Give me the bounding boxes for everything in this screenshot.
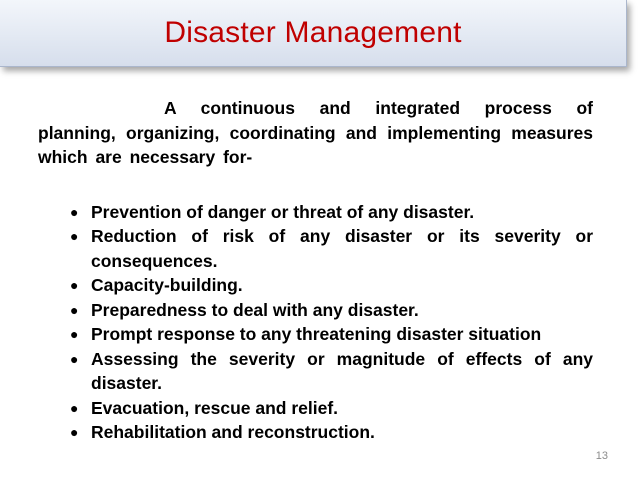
bullet-item xyxy=(70,420,593,445)
bullet-list xyxy=(38,200,593,445)
bullet-text: Prompt response to any threatening disaster situation xyxy=(91,324,542,344)
bullet-dot-icon: ● xyxy=(70,399,79,416)
bullet-item xyxy=(70,224,593,273)
bullet-dot-icon: ● xyxy=(70,350,79,367)
bullet-text: Prevention of danger or threat of any disaster. xyxy=(91,201,475,222)
page-number: 13 xyxy=(595,450,608,462)
bullet-item xyxy=(70,322,593,347)
bullet-text: Evacuation, rescue and relief. xyxy=(91,397,339,418)
bullet-text: Preparedness to deal with any disaster. xyxy=(91,299,419,320)
bullet-dot-icon: ● xyxy=(70,301,79,318)
intro-paragraph: A continuous and integrated process of planning, organizing, coordinating and implementing measures which are necessary for- xyxy=(38,98,593,167)
slide-body xyxy=(38,96,593,445)
bullet-item xyxy=(70,298,593,323)
bullet-dot-icon: ● xyxy=(70,277,79,293)
bullet-text: Capacity-building. xyxy=(91,275,243,295)
bullet-text: Rehabilitation and reconstruction. xyxy=(91,422,375,442)
bullet-text: Assessing the severity or magnitude of effects of any disaster. xyxy=(91,348,593,393)
title-bar xyxy=(0,0,627,67)
bullet-item xyxy=(70,200,593,225)
bullet-dot-icon: ● xyxy=(70,228,79,244)
bullet-dot-icon: ● xyxy=(70,203,79,220)
bullet-item xyxy=(70,273,593,298)
bullet-item xyxy=(70,396,593,421)
bullet-dot-icon: ● xyxy=(70,326,79,342)
slide-title: Disaster Management xyxy=(164,16,462,49)
bullet-text: Reduction of risk of any disaster or its severity or consequences. xyxy=(91,226,593,271)
bullet-dot-icon: ● xyxy=(70,424,79,440)
bullet-item xyxy=(70,347,593,396)
